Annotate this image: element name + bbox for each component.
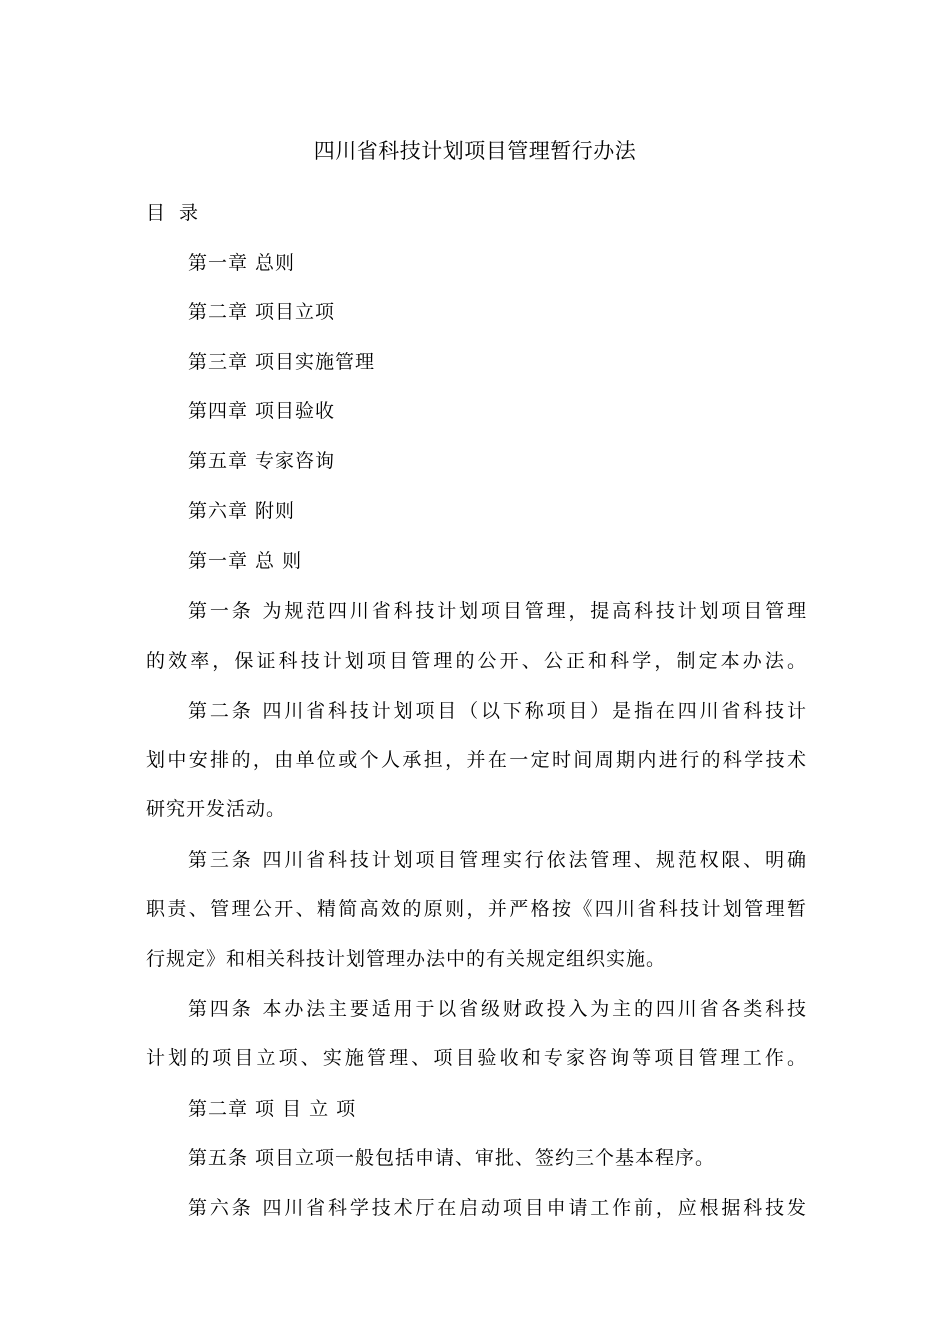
chapter-heading: 第二章 项 目 立 项 xyxy=(188,1098,357,1120)
article-5-line-1: 第五条 项目立项一般包括申请、审批、签约三个基本程序。 xyxy=(188,1147,716,1169)
article-3-line-3: 行规定》和相关科技计划管理办法中的有关规定组织实施。 xyxy=(146,948,667,970)
article-3-line-2: 职责、管理公开、精简高效的原则，并严格按《四川省科技计划管理暂 xyxy=(146,898,806,920)
toc-item: 第三章 项目实施管理 xyxy=(188,351,376,373)
toc-heading: 目 录 xyxy=(146,202,203,224)
article-1-line-1: 第一条 为规范四川省科技计划项目管理，提高科技计划项目管理 xyxy=(188,600,806,622)
toc-item: 第二章 项目立项 xyxy=(188,301,336,323)
article-1-line-2: 的效率，保证科技计划项目管理的公开、公正和科学，制定本办法。 xyxy=(146,650,806,672)
article-2-line-1: 第二条 四川省科技计划项目（以下称项目）是指在四川省科技计 xyxy=(188,700,806,722)
toc-item: 第五章 专家咨询 xyxy=(188,450,336,472)
article-2-line-2: 划中安排的，由单位或个人承担，并在一定时间周期内进行的科学技术 xyxy=(146,749,806,771)
toc-item: 第六章 附则 xyxy=(188,500,296,522)
toc-item: 第四章 项目验收 xyxy=(188,400,336,422)
document-title: 四川省科技计划项目管理暂行办法 xyxy=(313,139,637,163)
article-2-line-3: 研究开发活动。 xyxy=(146,798,287,820)
article-4-line-2: 计划的项目立项、实施管理、项目验收和专家咨询等项目管理工作。 xyxy=(146,1047,806,1069)
chapter-heading: 第一章 总 则 xyxy=(188,550,303,572)
toc-item: 第一章 总则 xyxy=(188,252,296,274)
article-3-line-1: 第三条 四川省科技计划项目管理实行依法管理、规范权限、明确 xyxy=(188,849,806,871)
article-6-line-1: 第六条 四川省科学技术厅在启动项目申请工作前，应根据科技发 xyxy=(188,1197,806,1219)
article-4-line-1: 第四条 本办法主要适用于以省级财政投入为主的四川省各类科技 xyxy=(188,998,806,1020)
